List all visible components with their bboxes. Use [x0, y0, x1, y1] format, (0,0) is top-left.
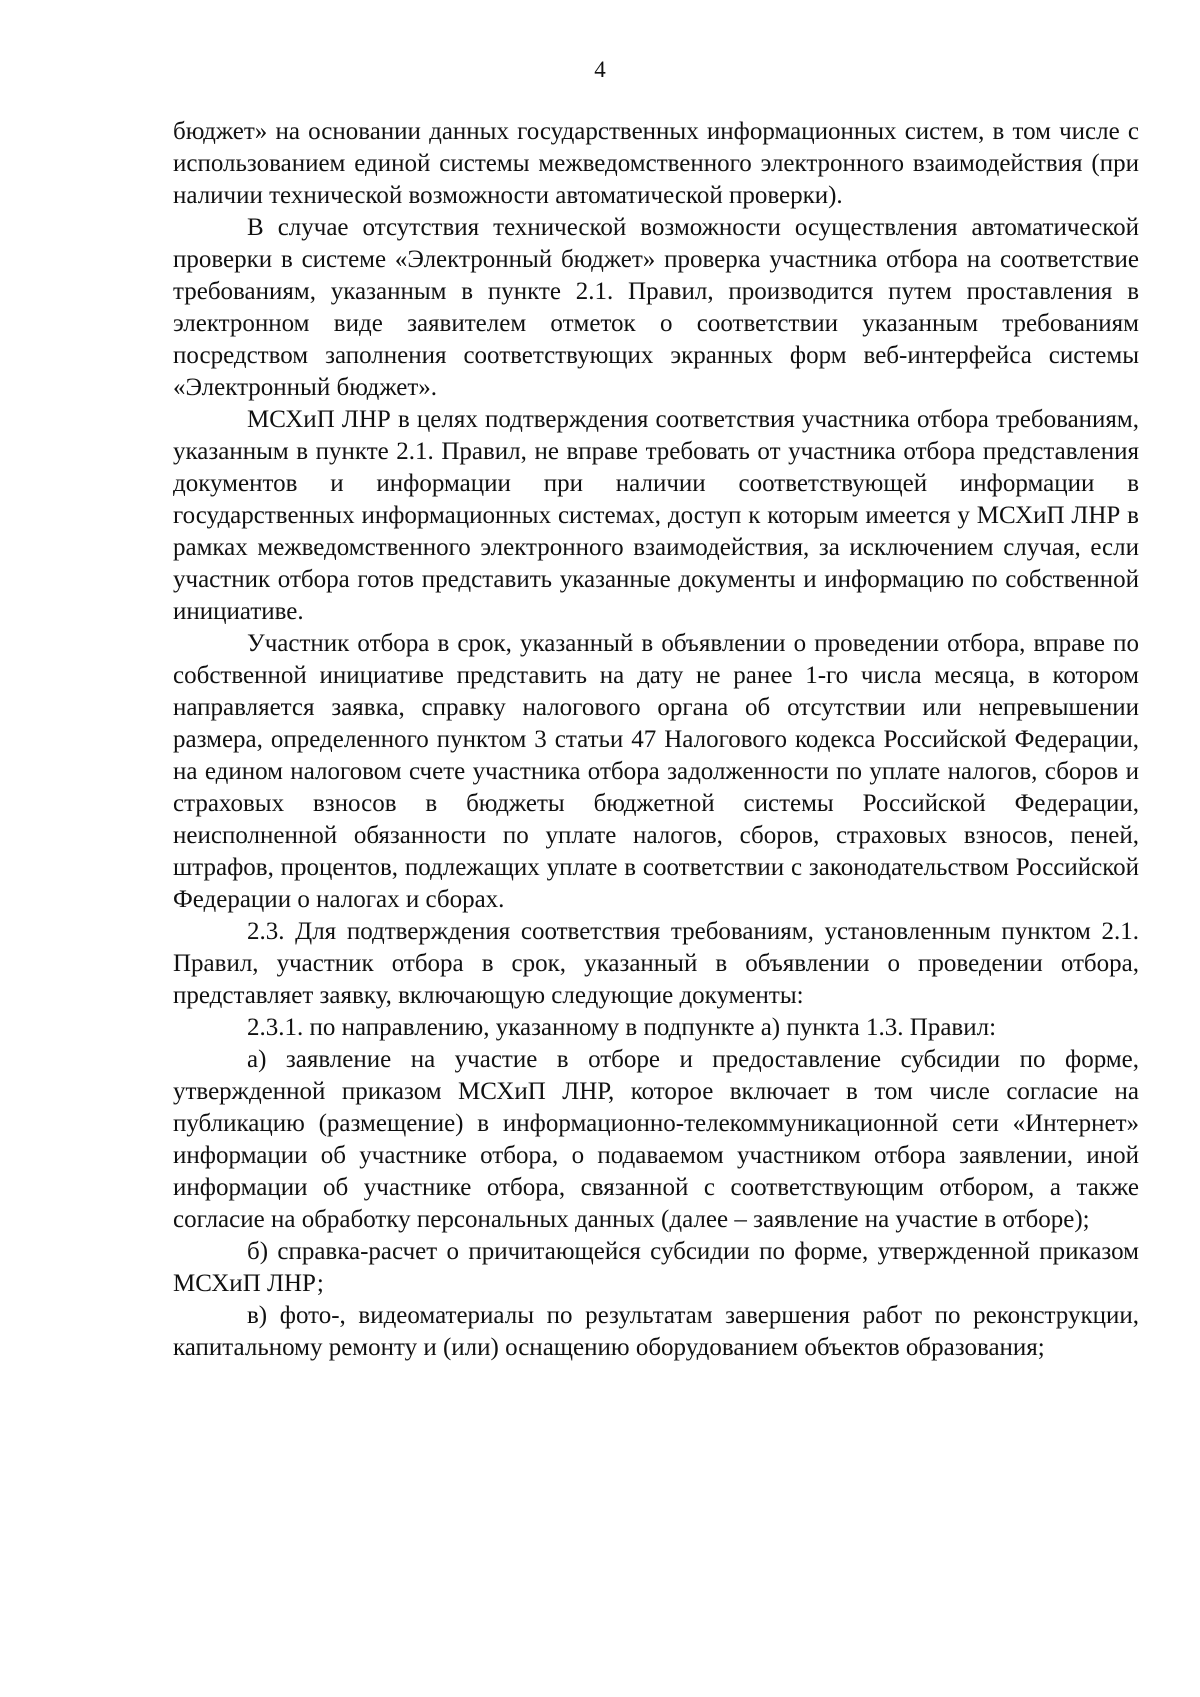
- page-number: 4: [594, 57, 606, 82]
- paragraph-item-a: а) заявление на участие в отборе и предоставление субсидии по форме, утвержденной приказом МСХиП ЛНР, которое включает в том числе согласие на публикацию (размещение) в информационно-телекоммуникационной сети «Интернет» информации об участнике отбора, о подаваемом участником отбора заявлении, иной информации об участнике отбора, связанной с соответствующим отбором, а также согласие на обработку персональных данных (далее – заявление на участие в отборе);: [173, 1046, 1139, 1233]
- paragraph-item-b: б) справка-расчет о причитающейся субсидии по форме, утвержденной приказом МСХиП ЛНР;: [173, 1238, 1139, 1297]
- paragraph-2-3-1: 2.3.1. по направлению, указанному в подпункте а) пункта 1.3. Правил:: [247, 1014, 997, 1041]
- paragraph-item-v: в) фото-, видеоматериалы по результатам завершения работ по реконструкции, капитальному ремонту и (или) оснащению оборудованием объектов образования;: [173, 1302, 1139, 1361]
- paragraph-continuation: бюджет» на основании данных государственных информационных систем, в том числе с использованием единой системы межведомственного электронного взаимодействия (при наличии технической возможности автоматической проверки).: [173, 118, 1139, 209]
- paragraph-tax-certificate: Участник отбора в срок, указанный в объявлении о проведении отбора, вправе по собственной инициативе представить на дату не ранее 1-го числа месяца, в котором направляется заявка, справку налогового органа об отсутствии или непревышении размера, определенного пунктом 3 статьи 47 Налогового кодекса Российской Федерации, на едином налоговом счете участника отбора задолженности по уплате налогов, сборов и страховых взносов в бюджеты бюджетной системы Российской Федерации, неисполненной обязанности по уплате налогов, сборов, страховых взносов, пеней, штрафов, процентов, подлежащих уплате в соответствии с законодательством Российской Федерации о налогах и сборах.: [173, 630, 1139, 913]
- paragraph-2-3: 2.3. Для подтверждения соответствия требованиям, установленным пунктом 2.1. Правил, участник отбора в срок, указанный в объявлении о проведении отбора, представляет заявку, включающую следующие документы:: [173, 918, 1139, 1009]
- paragraph-automatic-check: В случае отсутствия технической возможности осуществления автоматической проверки в системе «Электронный бюджет» проверка участника отбора на соответствие требованиям, указанным в пункте 2.1. Правил, производится путем проставления в электронном виде заявителем отметок о соответствии указанным требованиям посредством заполнения соответствующих экранных форм веб-интерфейса системы «Электронный бюджет».: [173, 214, 1139, 401]
- paragraph-ministry-requirements: МСХиП ЛНР в целях подтверждения соответствия участника отбора требованиям, указанным в пункте 2.1. Правил, не вправе требовать от участника отбора представления документов и информации при наличии соответствующей информации в государственных информационных системах, доступ к которым имеется у МСХиП ЛНР в рамках межведомственного электронного взаимодействия, за исключением случая, если участник отбора готов представить указанные документы и информацию по собственной инициативе.: [173, 406, 1139, 625]
- document-body: [173, 116, 1139, 1364]
